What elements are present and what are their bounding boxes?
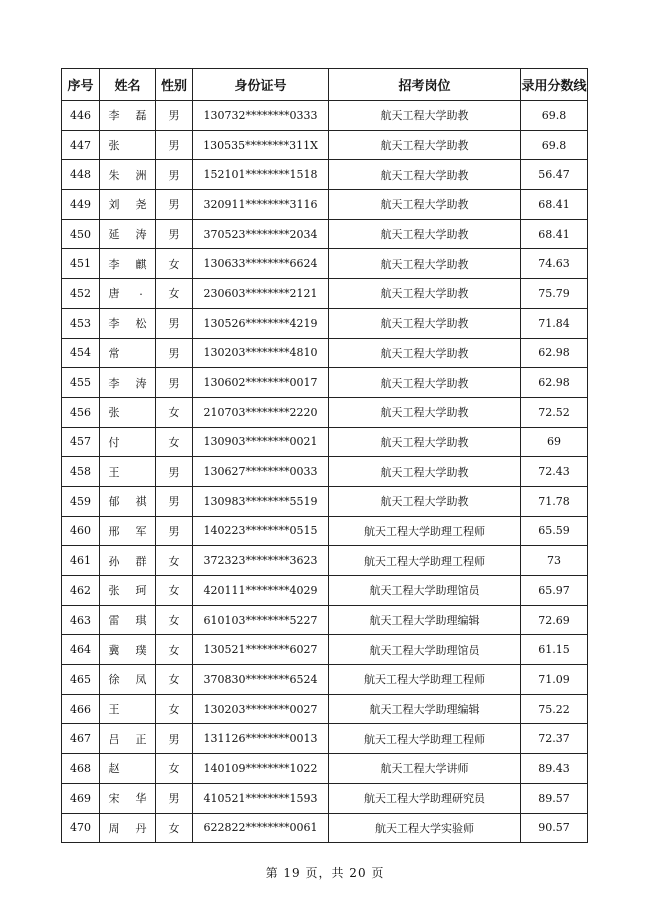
given-name: .: [139, 285, 143, 299]
post-cell: 航天工程大学助教: [329, 338, 521, 368]
post-cell: 航天工程大学助教: [329, 130, 521, 160]
post-cell: 航天工程大学助教: [329, 101, 521, 131]
table-row: [62, 724, 588, 754]
post-cell: 航天工程大学助理编辑: [329, 694, 521, 724]
seq-cell: 461: [62, 546, 100, 576]
post-cell: 航天工程大学助教: [329, 397, 521, 427]
score-cell: 61.15: [521, 635, 588, 665]
table-row: [62, 665, 588, 695]
sex-cell: 男: [156, 368, 193, 398]
surname: 邢: [108, 524, 120, 538]
id-cell: 140109********1022: [193, 754, 329, 784]
name-cell: [100, 308, 156, 338]
sex-cell: 女: [156, 576, 193, 606]
header-seq: 序号: [62, 69, 100, 101]
score-cell: 72.52: [521, 397, 588, 427]
sex-cell: 女: [156, 427, 193, 457]
header-id: 身份证号: [193, 69, 329, 101]
given-name: [135, 345, 147, 361]
surname: 李: [108, 376, 120, 390]
given-name: [135, 404, 147, 420]
post-cell: 航天工程大学助教: [329, 486, 521, 516]
table-row: [62, 754, 588, 784]
score-cell: 75.22: [521, 694, 588, 724]
id-cell: 370523********2034: [193, 219, 329, 249]
post-cell: 航天工程大学实验师: [329, 813, 521, 843]
score-cell: 65.97: [521, 576, 588, 606]
sex-cell: 男: [156, 486, 193, 516]
page-footer: 第 19 页，共 20 页: [265, 866, 385, 880]
id-cell: 130903********0021: [193, 427, 329, 457]
seq-cell: 451: [62, 249, 100, 279]
id-cell: 610103********5227: [193, 605, 329, 635]
post-cell: 航天工程大学助理编辑: [329, 605, 521, 635]
given-name: 尧: [135, 198, 147, 212]
id-cell: 130203********4810: [193, 338, 329, 368]
seq-cell: 460: [62, 516, 100, 546]
surname: 王: [108, 703, 120, 717]
table-row: [62, 160, 588, 190]
score-cell: 69: [521, 427, 588, 457]
id-cell: 140223********0515: [193, 516, 329, 546]
admission-table: [61, 68, 588, 843]
table-row: [62, 279, 588, 309]
id-cell: 130627********0033: [193, 457, 329, 487]
given-name: 琪: [135, 614, 147, 628]
post-cell: 航天工程大学助教: [329, 368, 521, 398]
surname: 周: [108, 821, 120, 835]
score-cell: 89.57: [521, 783, 588, 813]
seq-cell: 455: [62, 368, 100, 398]
name-cell: [100, 486, 156, 516]
sex-cell: 女: [156, 546, 193, 576]
post-cell: 航天工程大学助教: [329, 190, 521, 220]
sex-cell: 男: [156, 219, 193, 249]
seq-cell: 450: [62, 219, 100, 249]
given-name: 涛: [135, 228, 147, 242]
post-cell: 航天工程大学助教: [329, 427, 521, 457]
seq-cell: 459: [62, 486, 100, 516]
given-name: 璞: [135, 643, 147, 657]
sex-cell: 男: [156, 516, 193, 546]
sex-cell: 男: [156, 457, 193, 487]
surname: 雷: [108, 614, 120, 628]
seq-cell: 468: [62, 754, 100, 784]
id-cell: 130521********6027: [193, 635, 329, 665]
name-cell: [100, 576, 156, 606]
sex-cell: 女: [156, 397, 193, 427]
table-row: [62, 605, 588, 635]
score-cell: 75.79: [521, 279, 588, 309]
sex-cell: 男: [156, 130, 193, 160]
id-cell: 130983********5519: [193, 486, 329, 516]
post-cell: 航天工程大学助教: [329, 249, 521, 279]
id-cell: 130203********0027: [193, 694, 329, 724]
surname: 郁: [108, 495, 120, 509]
sex-cell: 女: [156, 635, 193, 665]
table-row: [62, 486, 588, 516]
sex-cell: 女: [156, 754, 193, 784]
id-cell: 622822********0061: [193, 813, 329, 843]
table-row: [62, 516, 588, 546]
score-cell: 62.98: [521, 368, 588, 398]
surname: 李: [108, 317, 120, 331]
id-cell: 130633********6624: [193, 249, 329, 279]
surname: 刘: [108, 198, 120, 212]
score-cell: 71.09: [521, 665, 588, 695]
id-cell: 372323********3623: [193, 546, 329, 576]
name-cell: [100, 397, 156, 427]
name-cell: [100, 160, 156, 190]
surname: 徐: [108, 673, 120, 687]
surname: 唐: [108, 287, 120, 301]
table-row: [62, 813, 588, 843]
table-row: [62, 308, 588, 338]
sex-cell: 男: [156, 783, 193, 813]
name-cell: [100, 249, 156, 279]
id-cell: 131126********0013: [193, 724, 329, 754]
table-row: [62, 427, 588, 457]
name-cell: [100, 368, 156, 398]
table-row: [62, 219, 588, 249]
surname: 张: [108, 584, 120, 598]
name-cell: [100, 101, 156, 131]
table-row: [62, 457, 588, 487]
name-cell: [100, 130, 156, 160]
id-cell: 130602********0017: [193, 368, 329, 398]
id-cell: 370830********6524: [193, 665, 329, 695]
surname: 孙: [108, 554, 120, 568]
name-cell: [100, 813, 156, 843]
seq-cell: 446: [62, 101, 100, 131]
surname: 吕: [108, 732, 120, 746]
surname: 赵: [108, 762, 120, 776]
seq-cell: 465: [62, 665, 100, 695]
post-cell: 航天工程大学助理研究员: [329, 783, 521, 813]
id-cell: 420111********4029: [193, 576, 329, 606]
table-row: [62, 546, 588, 576]
sex-cell: 男: [156, 160, 193, 190]
score-cell: 72.37: [521, 724, 588, 754]
id-cell: 320911********3116: [193, 190, 329, 220]
seq-cell: 458: [62, 457, 100, 487]
score-cell: 73: [521, 546, 588, 576]
header-score: 录用分数线: [521, 69, 588, 101]
score-cell: 74.63: [521, 249, 588, 279]
table-row: [62, 694, 588, 724]
surname: 张: [108, 139, 120, 153]
name-cell: [100, 457, 156, 487]
id-cell: 130526********4219: [193, 308, 329, 338]
post-cell: 航天工程大学助教: [329, 219, 521, 249]
seq-cell: 454: [62, 338, 100, 368]
seq-cell: 453: [62, 308, 100, 338]
seq-cell: 452: [62, 279, 100, 309]
score-cell: 69.8: [521, 101, 588, 131]
header-sex: 性别: [156, 69, 193, 101]
seq-cell: 447: [62, 130, 100, 160]
table-row: [62, 338, 588, 368]
surname: 常: [108, 346, 120, 360]
surname: 延: [108, 228, 120, 242]
given-name: 正: [135, 732, 147, 746]
table-row: [62, 368, 588, 398]
name-cell: [100, 694, 156, 724]
name-cell: [100, 665, 156, 695]
name-cell: [100, 635, 156, 665]
score-cell: 71.84: [521, 308, 588, 338]
sex-cell: 女: [156, 694, 193, 724]
sex-cell: 女: [156, 605, 193, 635]
seq-cell: 457: [62, 427, 100, 457]
name-cell: [100, 546, 156, 576]
given-name: [135, 434, 147, 450]
name-cell: [100, 605, 156, 635]
sex-cell: 男: [156, 190, 193, 220]
id-cell: 152101********1518: [193, 160, 329, 190]
seq-cell: 467: [62, 724, 100, 754]
post-cell: 航天工程大学助理工程师: [329, 546, 521, 576]
sex-cell: 男: [156, 338, 193, 368]
name-cell: [100, 427, 156, 457]
given-name: [135, 137, 147, 153]
table-row: [62, 249, 588, 279]
given-name: 军: [135, 524, 147, 538]
surname: 李: [108, 109, 120, 123]
seq-cell: 466: [62, 694, 100, 724]
surname: 付: [108, 435, 120, 449]
given-name: 磊: [135, 109, 147, 123]
id-cell: 230603********2121: [193, 279, 329, 309]
given-name: 涛: [135, 376, 147, 390]
seq-cell: 448: [62, 160, 100, 190]
seq-cell: 462: [62, 576, 100, 606]
sex-cell: 男: [156, 101, 193, 131]
id-cell: 410521********1593: [193, 783, 329, 813]
post-cell: 航天工程大学助教: [329, 160, 521, 190]
seq-cell: 456: [62, 397, 100, 427]
given-name: 丹: [135, 821, 147, 835]
post-cell: 航天工程大学助教: [329, 457, 521, 487]
name-cell: [100, 783, 156, 813]
name-cell: [100, 724, 156, 754]
table-row: [62, 130, 588, 160]
name-cell: [100, 219, 156, 249]
given-name: 华: [135, 792, 147, 806]
given-name: 凤: [135, 673, 147, 687]
score-cell: 89.43: [521, 754, 588, 784]
table-row: [62, 783, 588, 813]
surname: 冀: [108, 643, 120, 657]
seq-cell: 470: [62, 813, 100, 843]
sex-cell: 女: [156, 813, 193, 843]
table-row: [62, 190, 588, 220]
given-name: [135, 760, 147, 776]
surname: 宋: [108, 792, 120, 806]
header-post: 招考岗位: [329, 69, 521, 101]
post-cell: 航天工程大学助理馆员: [329, 576, 521, 606]
post-cell: 航天工程大学助理工程师: [329, 516, 521, 546]
given-name: [135, 701, 147, 717]
surname: 朱: [108, 168, 120, 182]
score-cell: 62.98: [521, 338, 588, 368]
id-cell: 130535********311X: [193, 130, 329, 160]
id-cell: 210703********2220: [193, 397, 329, 427]
score-cell: 68.41: [521, 190, 588, 220]
post-cell: 航天工程大学助理馆员: [329, 635, 521, 665]
table-row: [62, 397, 588, 427]
sex-cell: 女: [156, 665, 193, 695]
score-cell: 72.43: [521, 457, 588, 487]
sex-cell: 女: [156, 279, 193, 309]
given-name: 祺: [135, 495, 147, 509]
header-row: [62, 69, 588, 101]
given-name: [135, 464, 147, 480]
name-cell: [100, 338, 156, 368]
score-cell: 72.69: [521, 605, 588, 635]
id-cell: 130732********0333: [193, 101, 329, 131]
surname: 王: [108, 465, 120, 479]
post-cell: 航天工程大学助理工程师: [329, 665, 521, 695]
seq-cell: 469: [62, 783, 100, 813]
given-name: 洲: [135, 168, 147, 182]
score-cell: 90.57: [521, 813, 588, 843]
sex-cell: 男: [156, 308, 193, 338]
score-cell: 69.8: [521, 130, 588, 160]
name-cell: [100, 754, 156, 784]
header-name: 姓名: [100, 69, 156, 101]
table-row: [62, 101, 588, 131]
seq-cell: 463: [62, 605, 100, 635]
post-cell: 航天工程大学助教: [329, 308, 521, 338]
seq-cell: 449: [62, 190, 100, 220]
surname: 李: [108, 257, 120, 271]
table-row: [62, 635, 588, 665]
name-cell: [100, 516, 156, 546]
sex-cell: 女: [156, 249, 193, 279]
seq-cell: 464: [62, 635, 100, 665]
surname: 张: [108, 406, 120, 420]
post-cell: 航天工程大学助理工程师: [329, 724, 521, 754]
given-name: 麒: [135, 257, 147, 271]
sex-cell: 男: [156, 724, 193, 754]
given-name: 珂: [135, 584, 147, 598]
post-cell: 航天工程大学助教: [329, 279, 521, 309]
score-cell: 56.47: [521, 160, 588, 190]
post-cell: 航天工程大学讲师: [329, 754, 521, 784]
score-cell: 68.41: [521, 219, 588, 249]
table-row: [62, 576, 588, 606]
name-cell: [100, 190, 156, 220]
score-cell: 71.78: [521, 486, 588, 516]
name-cell: [100, 279, 156, 309]
score-cell: 65.59: [521, 516, 588, 546]
given-name: 松: [135, 317, 147, 331]
given-name: 群: [135, 554, 147, 568]
